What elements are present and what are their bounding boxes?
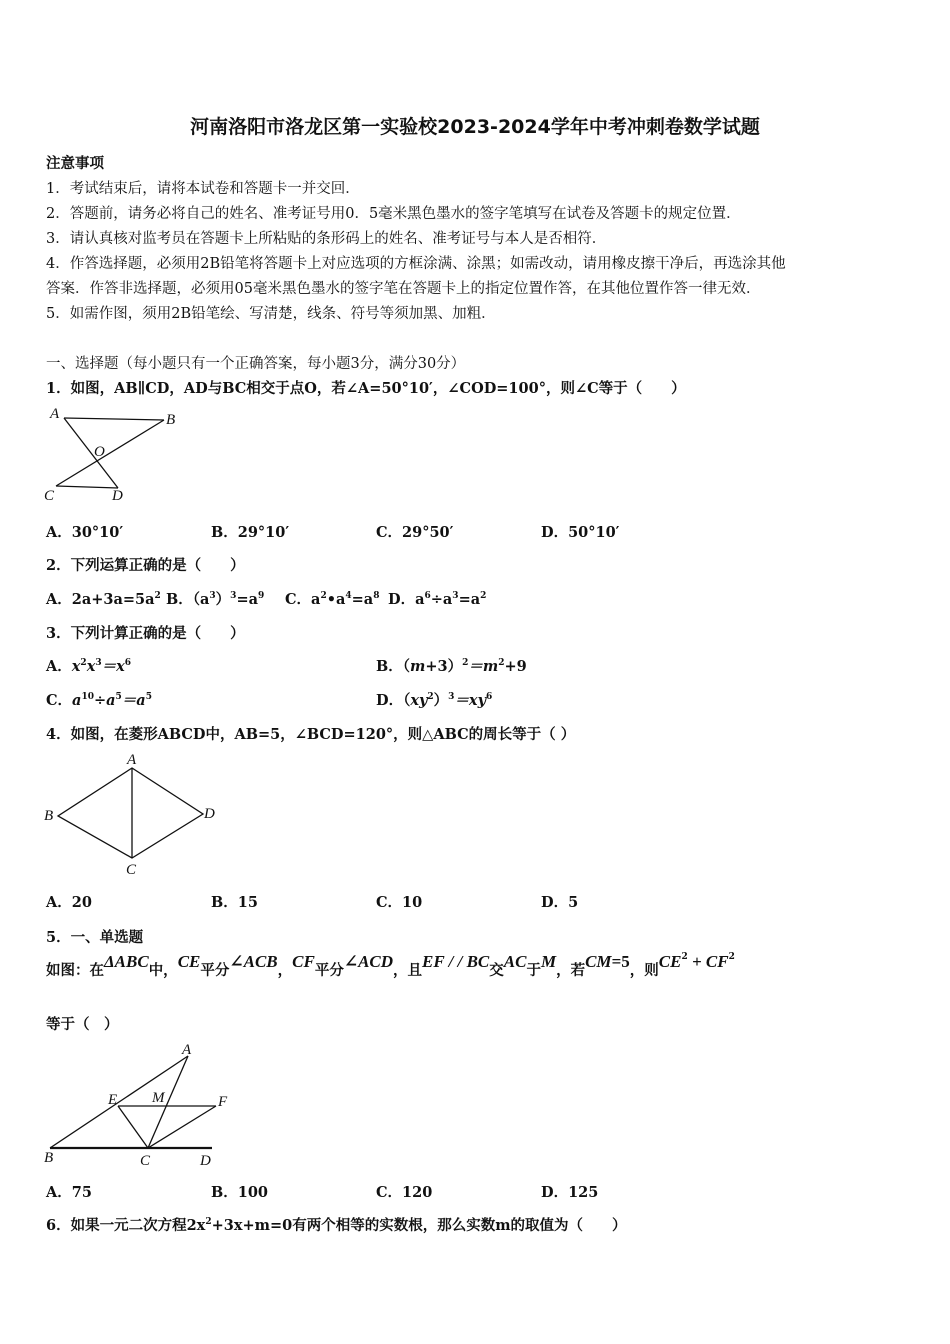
q5-option: B．100 — [211, 1184, 269, 1201]
q3-option-d: D．$(xy^2)^3=xy^6$ — [376, 692, 493, 709]
q2-option-d: D．$a^6\div a^3=a^2$ — [388, 591, 487, 608]
q5-figure — [40, 1040, 240, 1170]
q1-label: B — [166, 412, 176, 428]
q5-label: F — [218, 1094, 228, 1110]
q6-stem: 6．如果一元二次方程$2x^2+3x+m=0$有两个相等的实数根，那么实数m的取值为（ ） — [46, 1217, 627, 1234]
q2-stem: 2．下列运算正确的是（ ） — [46, 557, 245, 574]
page-title: 河南洛阳市洛龙区第一实验校2023-2024学年中考冲刺卷数学试题 — [190, 116, 760, 138]
q5-label: E — [108, 1092, 118, 1108]
q4-option: A．20 — [46, 894, 92, 911]
q4-label: C — [126, 862, 137, 878]
notice-item: 2．答题前，请务必将自己的姓名、准考证号用0．5毫米黑色墨水的签字笔填写在试卷及答题卡的规定位置． — [46, 206, 741, 222]
q5-stem: 如图：在ΔABC中，CE平分∠ACB，CF平分∠ACD，且EF / / BC交AC于M，若CM=5，则$CE^2 + CF^2$ — [46, 952, 735, 979]
q3-stem: 3．下列计算正确的是（ ） — [46, 625, 245, 642]
q5-option: C．120 — [376, 1184, 433, 1201]
notice-item: 5．如需作图，须用2B铅笔绘、写清楚，线条、符号等须加黑、加粗． — [46, 306, 496, 322]
q1-stem: 1．如图，AB∥CD，AD与BC相交于点O，若∠A=50°10′，∠COD=100°，则∠C等于（ ） — [46, 380, 686, 397]
notice-item: 1．考试结束后，请将本试卷和答题卡一并交回． — [46, 181, 360, 197]
q5-option: D．125 — [541, 1184, 599, 1201]
q2-option-c: C．$a^2•a^4=a^8$ — [285, 591, 380, 608]
q5-label: B — [44, 1150, 54, 1166]
q4-stem: 4．如图，在菱形ABCD中，AB=5，∠BCD=120°，则△ABC的周长等于（ ） — [46, 726, 576, 743]
q1-label: C — [44, 488, 55, 504]
notice-item: 3．请认真核对监考员在答题卡上所粘贴的条形码上的姓名、准考证号与本人是否相符． — [46, 231, 607, 247]
notice-heading: 注意事项 — [46, 155, 104, 172]
q5-tail: 等于（ ） — [46, 1016, 119, 1033]
q4-option: C．10 — [376, 894, 423, 911]
notice-item: 4．作答选择题，必须用2B铅笔将答题卡上对应选项的方框涂满、涂黑；如需改动，请用橡皮擦干净后，再选涂其他 — [46, 256, 786, 272]
q1-label: A — [50, 406, 60, 422]
q4-option: B．15 — [211, 894, 258, 911]
q5-option: A．75 — [46, 1184, 92, 1201]
q5-label: D — [200, 1153, 211, 1169]
q1-option: A．30°10′ — [46, 524, 124, 541]
q1-option: C．29°50′ — [376, 524, 454, 541]
q5-heading: 5．一、单选题 — [46, 929, 144, 946]
section-heading: 一、选择题（每小题只有一个正确答案，每小题3分，满分30分） — [46, 356, 466, 372]
q1-figure — [44, 404, 184, 504]
q3-option-c: C．$a^{10}\div a^5=a^5$ — [46, 692, 152, 709]
q3-option-b: B．$(m+3)^2=m^2+9$ — [376, 658, 527, 675]
q2-option-b: B．$(a^3)^3=a^9$ — [166, 591, 265, 608]
q1-label: D — [112, 488, 123, 504]
q5-label: C — [140, 1153, 151, 1169]
q4-label: D — [204, 806, 215, 822]
q1-option: D．50°10′ — [541, 524, 620, 541]
q4-option: D．5 — [541, 894, 579, 911]
q4-figure — [40, 750, 230, 880]
q1-label: O — [94, 444, 105, 460]
notice-item: 答案．作答非选择题，必须用05毫米黑色墨水的签字笔在答题卡上的指定位置作答，在其他位置作答一律无效． — [46, 281, 761, 297]
q4-label: A — [127, 752, 137, 768]
q1-option: B．29°10′ — [211, 524, 290, 541]
q4-label: B — [44, 808, 54, 824]
q5-label: A — [182, 1042, 192, 1058]
q3-option-a: A．$x^2x^3=x^6$ — [46, 658, 132, 675]
q2-option-a: A．$2a+3a=5a^2$ — [46, 591, 161, 608]
q5-label: M — [152, 1090, 165, 1106]
